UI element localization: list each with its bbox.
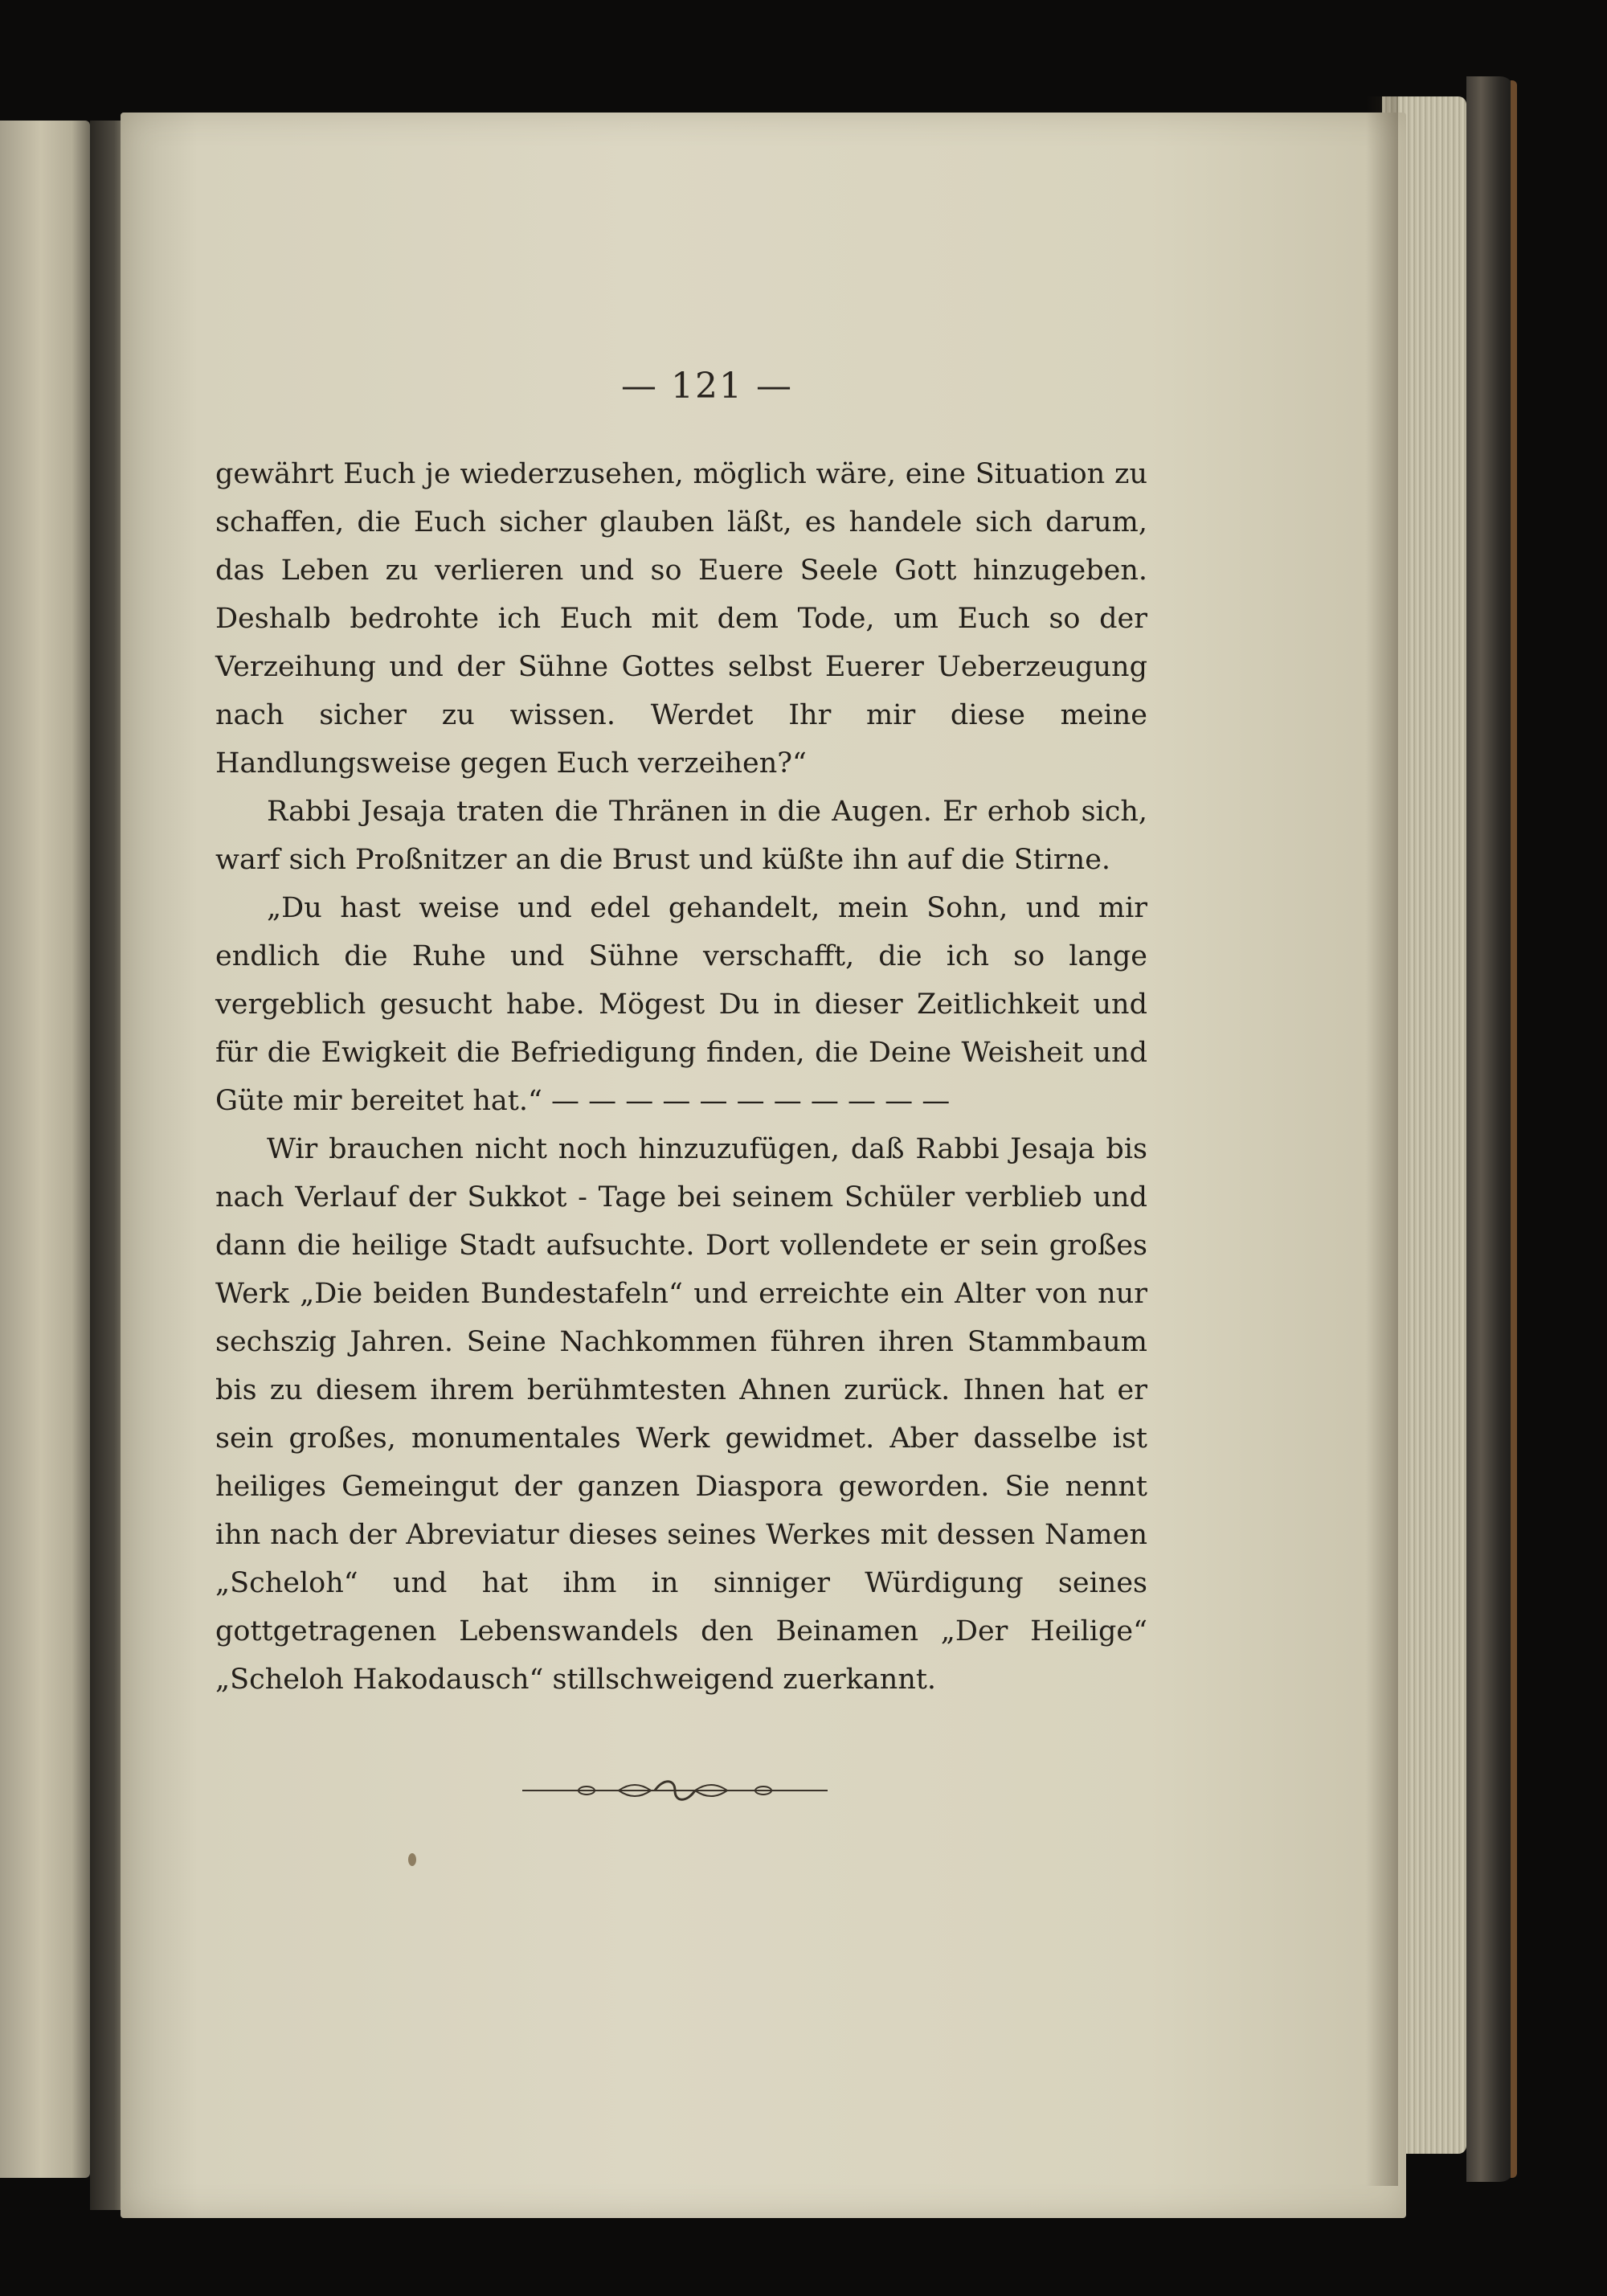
- paragraph-3: „Du hast weise und edel gehandelt, mein Sohn, und mir endlich die Ruhe und Sühne verschafft, die ich so lange vergeblich gesucht habe. Mögest Du in dieser Zeitlichkeit und für die Ewigkeit die Befriedigung finden, die Deine Weisheit und Güte mir bereitet hat.“ — — — — — — — — — — —: [215, 892, 1147, 1117]
- paragraph-4: Wir brauchen nicht noch hinzuzufügen, daß Rabbi Jesaja bis nach Verlauf der Sukkot - Tage bei seinem Schüler verblieb und dann die heilige Stadt aufsuchte. Dort vollendete er sein großes Werk „Die beiden Bundestafeln“ und erreichte ein Alter von nur sechszig Jahren. Seine Nachkommen führen ihren Stammbaum bis zu diesem ihrem berühmtesten Ahnen zurück. Ihnen hat er sein großes, monumentales Werk gewidmet. Aber dasselbe ist heiliges Gemeingut der ganzen Diaspora geworden. Sie nennt ihn nach der Abreviatur dieses seines Werkes mit dessen Namen „Scheloh“ und hat ihm in sinniger Würdigung seines gottgetragenen Lebenswandels den Beinamen „Der Heilige“ „Scheloh Hakodausch“ stillschweigend zuerkannt.: [215, 1133, 1147, 1696]
- book-cover: [1466, 76, 1515, 2182]
- page-number: — 121 —: [621, 366, 793, 407]
- page-text: [215, 450, 1147, 1704]
- book-cover-edge: [1511, 80, 1517, 2178]
- paper-spot: [408, 1853, 416, 1866]
- paragraph-2: Rabbi Jesaja traten die Thränen in die Augen. Er erhob sich, warf sich Proßnitzer an die Brust und küßte ihn auf die Stirne.: [215, 796, 1147, 876]
- previous-page-edge: [0, 121, 90, 2178]
- paragraph-1: gewährt Euch je wiederzusehen, möglich wäre, eine Situation zu schaffen, die Euch sicher glauben läßt, es handele sich darum, das Leben zu verlieren und so Euere Seele Gott hinzugeben. Deshalb bedrohte ich Euch mit dem Tode, um Euch so der Verzeihung und der Sühne Gottes selbst Euerer Ueberzeugung nach sicher zu wissen. Werdet Ihr mir diese meine Handlungsweise gegen Euch verzeihen?“: [215, 458, 1147, 780]
- decorative-vignette-icon: [522, 1774, 828, 1807]
- page-stack-shadow: [1366, 96, 1398, 2186]
